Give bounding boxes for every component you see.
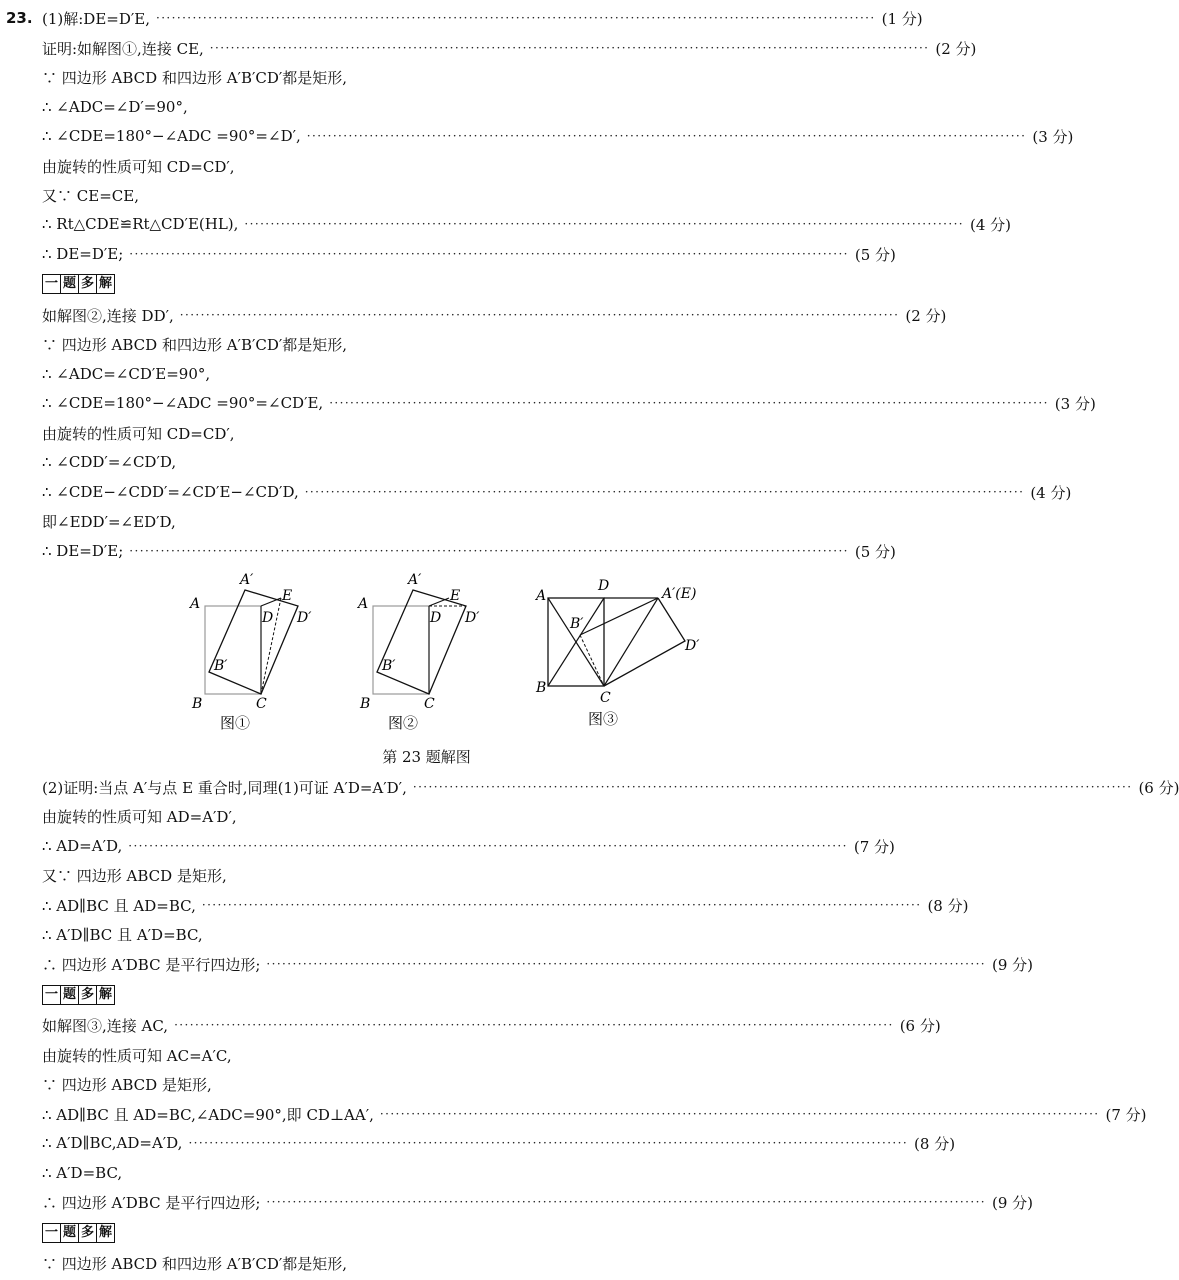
solution-line: 由旋转的性质可知 AD=A′D′, [42, 807, 237, 826]
segment-de [261, 598, 281, 606]
leader-dots: ·········································································································································· [412, 780, 1133, 794]
multi-solution-badge: 一 题 多 解 [42, 1223, 114, 1243]
leader-dots: ·········································································································································· [306, 129, 1027, 143]
solution-line: ∵ 四边形 ABCD 和四边形 A′B′CD′都是矩形, [42, 68, 348, 87]
leader-dots: ·········································································································································· [188, 1136, 909, 1150]
label-a-prime-e: A′(E) [662, 586, 697, 602]
solution-line: (2)证明:当点 A′与点 E 重合时,同理(1)可证 A′D=A′D′, ·········································································································································· (6 分) [42, 778, 1179, 797]
rect-abcd [205, 606, 261, 694]
segment-b-prime-c-dashed [580, 635, 604, 686]
figure-1-caption: 图① [220, 714, 251, 732]
label-e: E [282, 588, 293, 604]
leader-dots: ·········································································································································· [244, 217, 965, 231]
solution-line: ∴ AD∥BC 且 AD=BC,∠ADC=90°,即 CD⊥AA′, ·········································································································································· (7 分) [42, 1105, 1147, 1124]
solution-line: ∵ 四边形 ABCD 是矩形, [42, 1075, 212, 1094]
leader-dots: ·········································································································································· [266, 1195, 986, 1209]
segment-a-prime-d-prime-c [604, 598, 685, 686]
solution-line: 由旋转的性质可知 CD=CD′, [42, 157, 235, 176]
label-a: A [536, 588, 547, 604]
solution-line: 证明:如解图①,连接 CE, ·········································································································································· (2 分) [42, 39, 977, 58]
leader-dots: ·········································································································································· [304, 485, 1025, 499]
segment-de [429, 598, 449, 606]
solution-line: ∴ 四边形 A′DBC 是平行四边形; ·········································································································································· (9 分) [42, 1193, 1034, 1212]
solution-line: 如解图③,连接 AC, ·········································································································································· (6 分) [42, 1016, 941, 1035]
leader-dots: ·········································································································································· [379, 1107, 1100, 1121]
solution-line: 又∵ CE=CE, [42, 186, 139, 205]
solution-line: 又∵ 四边形 ABCD 是矩形, [42, 866, 227, 885]
label-a-prime: A′ [240, 572, 254, 588]
solution-line: ∵ 四边形 ABCD 和四边形 A′B′CD′都是矩形, [42, 1254, 348, 1273]
label-a: A [190, 596, 201, 612]
solution-line: ∴ ∠ADC=∠D′=90°, [42, 98, 188, 116]
solution-line: 即∠EDD′=∠ED′D, [42, 512, 176, 531]
solution-line: ∴ DE=D′E; ·········································································································································· (5 分) [42, 542, 896, 561]
label-b-prime: B′ [382, 658, 396, 674]
figure-1 [188, 572, 312, 732]
figure-2 [356, 572, 480, 732]
solution-line: ∴ Rt△CDE≌Rt△CD′E(HL), ·········································································································································· (4 分) [42, 215, 1012, 234]
leader-dots: ·········································································································································· [201, 898, 922, 912]
label-b: B [536, 680, 547, 696]
label-c: C [600, 690, 611, 706]
leader-dots: ·········································································································································· [156, 11, 876, 25]
label-c: C [256, 696, 267, 712]
figure-3-caption: 图③ [588, 710, 619, 728]
solution-line: ∴ A′D∥BC 且 A′D=BC, [42, 925, 203, 944]
label-b: B [360, 696, 371, 712]
solution-line: ∴ DE=D′E; ·········································································································································· (5 分) [42, 245, 896, 264]
label-c: C [424, 696, 435, 712]
multi-solution-badge: 一 题 多 解 [42, 985, 114, 1005]
multi-solution-badge: 一 题 多 解 [42, 274, 114, 294]
solution-line: 如解图②,连接 DD′, ·········································································································································· (2 分) [42, 306, 947, 325]
solution-line: (1)解:DE=D′E, ·········································································································································· (1 分) [42, 9, 923, 28]
label-d-prime: D′ [297, 610, 312, 626]
figure-2-caption: 图② [388, 714, 419, 732]
solution-figures [180, 568, 720, 732]
leader-dots: ·········································································································································· [179, 308, 900, 322]
solution-line: ∴ AD=A′D, ·········································································································································· (7 分) [42, 837, 895, 856]
solution-line: ∴ ∠ADC=∠CD′E=90°, [42, 365, 211, 383]
leader-dots: ·········································································································································· [129, 247, 849, 261]
label-d: D [598, 578, 610, 594]
label-d-prime: D′ [685, 638, 700, 654]
label-d: D [262, 610, 274, 626]
leader-dots: ·········································································································································· [266, 957, 986, 971]
solution-line: ∴ 四边形 A′DBC 是平行四边形; ·········································································································································· (9 分) [42, 955, 1034, 974]
leader-dots: ·········································································································································· [128, 839, 848, 853]
leader-dots: ·········································································································································· [129, 544, 849, 558]
solution-line: 由旋转的性质可知 CD=CD′, [42, 424, 235, 443]
solution-line: ∴ ∠CDE=180°−∠ADC =90°=∠CD′E, ·········································································································································· (3 分) [42, 394, 1096, 413]
label-d-prime: D′ [465, 610, 480, 626]
leader-dots: ·········································································································································· [209, 41, 930, 55]
label-b: B [192, 696, 203, 712]
solution-line: ∵ 四边形 ABCD 和四边形 A′B′CD′都是矩形, [42, 335, 348, 354]
figure-3 [534, 578, 700, 728]
figure-title: 第 23 题解图 [382, 748, 471, 766]
solution-line: ∴ ∠CDE−∠CDD′=∠CD′E−∠CD′D, ·········································································································································· (4 分) [42, 483, 1072, 502]
label-b-prime: B′ [214, 658, 228, 674]
solution-line: ∴ ∠CDD′=∠CD′D, [42, 453, 177, 471]
label-b-prime: B′ [570, 616, 584, 632]
solution-line: ∴ A′D=BC, [42, 1164, 123, 1182]
label-a: A [358, 596, 369, 612]
solution-line: ∴ ∠CDE=180°−∠ADC =90°=∠D′, ·········································································································································· (3 分) [42, 127, 1074, 146]
solution-line: 由旋转的性质可知 AC=A′C, [42, 1046, 232, 1065]
leader-dots: ·········································································································································· [174, 1018, 894, 1032]
solution-line: ∴ A′D∥BC,AD=A′D, ·········································································································································· (8 分) [42, 1134, 956, 1153]
label-d: D [430, 610, 442, 626]
label-e: E [450, 588, 461, 604]
problem-number: 23. [6, 9, 33, 27]
solution-line: ∴ AD∥BC 且 AD=BC, ·········································································································································· (8 分) [42, 896, 969, 915]
leader-dots: ·········································································································································· [329, 396, 1049, 410]
label-a-prime: A′ [408, 572, 422, 588]
rect-abcd [373, 606, 429, 694]
